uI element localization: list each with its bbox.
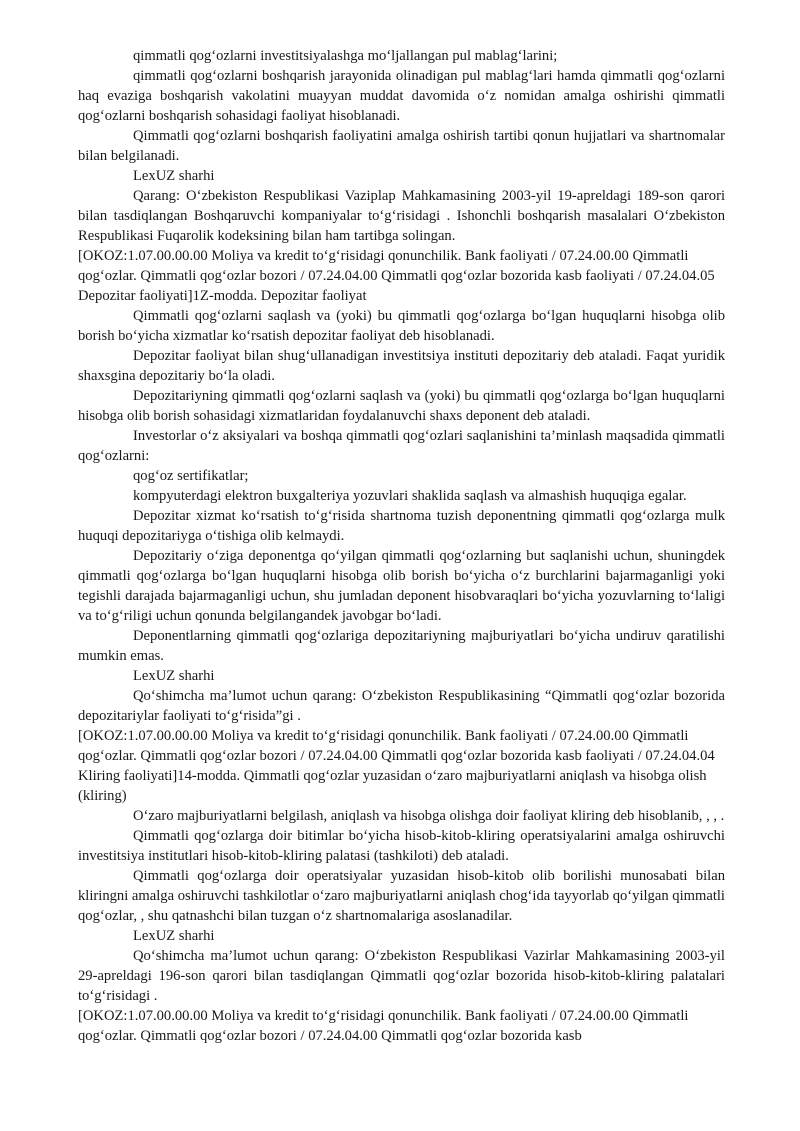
classifier-reference: [OKOZ:1.07.00.00.00 Moliya va kredit to‘g‘risidagi qonunchilik. Bank faoliyati / 07.24.00.00 Qimmatli qog‘ozlar. Qimmatli qog‘ozlar bozori / 07.24.04.00 Qimmatli qog‘ozlar bozorida kasb faoliyati / 07.24.04.05 Depozitar faoliyati]1Z-modda. Depozitar faoliyat (78, 248, 715, 304)
paragraph: qimmatli qog‘ozlarni boshqarish jarayonida olinadigan pul mablag‘lari hamda qimmatli qog‘ozlarni haq evaziga boshqarish vakolatini muayyan muddat davomida o‘z nomidan amalga oshirishi qimmatli qog‘ozlarni boshqarish sohasidagi faoliyat hisoblanadi. (78, 68, 725, 124)
paragraph: qimmatli qog‘ozlarni investitsiyalashga mo‘ljallangan pul mablag‘larini; (133, 48, 558, 64)
paragraph: Depozitariyning qimmatli qog‘ozlarni saqlash va (yoki) bu qimmatli qog‘ozlarga bo‘lgan huquqlarni hisobga olib borish sohasidagi xizmatlaridan foydalanuvchi shaxs deponent deb ataladi. (78, 388, 725, 424)
paragraph: Qarang: O‘zbekiston Respublikasi Vaziplap Mahkamasining 2003-yil 19-apreldagi 189-son qarori bilan tasdiqlangan Boshqaruvchi kompaniyalar to‘g‘risidagi . Ishonchli boshqarish masalalari O‘zbekiston Respublikasi Fuqarolik kodeksining bilan ham tartibga solingan. (78, 188, 725, 244)
lexuz-commentary-heading: LexUZ sharhi (133, 168, 215, 184)
classifier-reference: [OKOZ:1.07.00.00.00 Moliya va kredit to‘g‘risidagi qonunchilik. Bank faoliyati / 07.24.00.00 Qimmatli qog‘ozlar. Qimmatli qog‘ozlar bozori / 07.24.04.00 Qimmatli qog‘ozlar bozorida kasb faoliyati / 07.24.04.04 Kliring faoliyati]14-modda. Qimmatli qog‘ozlar yuzasidan o‘zaro majburiyatlarni aniqlash va hisobga olish (kliring) (78, 728, 715, 804)
document-page (78, 46, 725, 1046)
classifier-reference: [OKOZ:1.07.00.00.00 Moliya va kredit to‘g‘risidagi qonunchilik. Bank faoliyati / 07.24.00.00 Qimmatli qog‘ozlar. Qimmatli qog‘ozlar bozori / 07.24.04.00 Qimmatli qog‘ozlar bozorida kasb (78, 1008, 689, 1044)
paragraph: Depozitariy o‘ziga deponentga qo‘yilgan qimmatli qog‘ozlarning but saqlanishi uchun, shuningdek qimmatli qog‘ozlarga bo‘lgan huquqlarni hisobga olib borish bo‘yicha o‘z burchlarini bajarmaganligi yoki tegishli darajada bajarmaganligi uchun, shu jumladan deponent hisobvaraqlari bo‘yicha yozuvlarning to‘laligi va to‘g‘riligi uchun qonunda belgilangandek javobgar bo‘ladi. (78, 548, 725, 624)
paragraph: O‘zaro majburiyatlarni belgilash, aniqlash va hisobga olishga doir faoliyat kliring deb hisoblanib, , , . (133, 808, 725, 824)
paragraph: Qimmatli qog‘ozlarni boshqarish faoliyatini amalga oshirish tartibi qonun hujjatlari va shartnomalar bilan belgilanadi. (78, 128, 725, 164)
list-item: qog‘oz sertifikatlar; (133, 468, 249, 484)
paragraph: Qo‘shimcha ma’lumot uchun qarang: O‘zbekiston Respublikasining “Qimmatli qog‘ozlar bozorida depozitariylar faoliyati to‘g‘risida”gi . (78, 688, 725, 724)
paragraph: Qimmatli qog‘ozlarga doir operatsiyalar yuzasidan hisob-kitob olib borilishi munosabati bilan kliringni amalga oshiruvchi tashkilotlar o‘zaro majburiyatlarni aniqlash chog‘ida tayyorlab qo‘yilgan qimmatli qog‘ozlar, , shu qatnashchi bilan tuzgan o‘z shartnomalariga asoslanadilar. (78, 868, 725, 924)
paragraph: Deponentlarning qimmatli qog‘ozlariga depozitariyning majburiyatlari bo‘yicha undiruv qaratilishi mumkin emas. (78, 628, 725, 664)
paragraph: Qimmatli qog‘ozlarni saqlash va (yoki) bu qimmatli qog‘ozlarga bo‘lgan huquqlarni hisobga olib borish bo‘yicha xizmatlar ko‘rsatish depozitar faoliyat deb hisoblanadi. (78, 308, 725, 344)
paragraph: Investorlar o‘z aksiyalari va boshqa qimmatli qog‘ozlari saqlanishini ta’minlash maqsadida qimmatli qog‘ozlarni: (78, 428, 725, 464)
paragraph: Qo‘shimcha ma’lumot uchun qarang: O‘zbekiston Respublikasi Vazirlar Mahkamasining 2003-yil 29-apreldagi 196-son qarori bilan tasdiqlangan Qimmatli qog‘ozlar bozorida hisob-kitob-kliring palatalari to‘g‘risidagi . (78, 948, 725, 1004)
lexuz-commentary-heading: LexUZ sharhi (133, 668, 215, 684)
paragraph: Depozitar xizmat ko‘rsatish to‘g‘risida shartnoma tuzish deponentning qimmatli qog‘ozlarga mulk huquqi depozitariyga o‘tishiga olib kelmaydi. (78, 508, 725, 544)
lexuz-commentary-heading: LexUZ sharhi (133, 928, 215, 944)
paragraph: Qimmatli qog‘ozlarga doir bitimlar bo‘yicha hisob-kitob-kliring operatsiyalarini amalga oshiruvchi investitsiya institutlari hisob-kitob-kliring palatasi (tashkiloti) deb ataladi. (78, 828, 725, 864)
list-item: kompyuterdagi elektron buxgalteriya yozuvlari shaklida saqlash va almashish huquqiga egalar. (133, 488, 687, 504)
paragraph: Depozitar faoliyat bilan shug‘ullanadigan investitsiya instituti depozitariy deb ataladi. Faqat yuridik shaxsgina depozitariy bo‘la oladi. (78, 348, 725, 384)
